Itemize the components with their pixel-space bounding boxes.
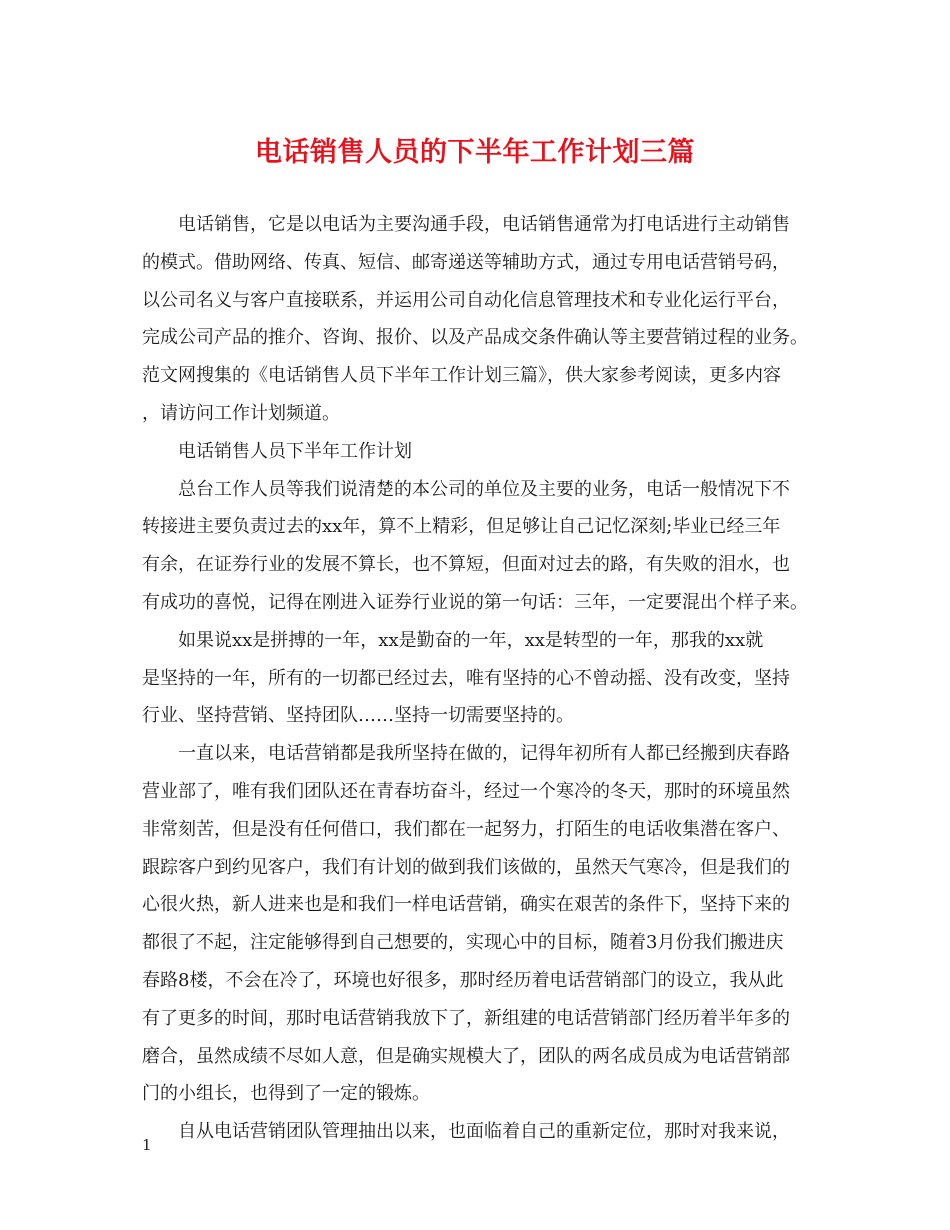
document-title: 电话销售人员的下半年工作计划三篇	[255, 137, 695, 168]
text-line: ，请访问工作计划频道。	[142, 402, 340, 424]
text-line: 心很火热，新人进来也是和我们一样电话营销，确实在艰苦的条件下，坚持下来的	[142, 894, 790, 916]
paragraph-body	[142, 622, 827, 735]
text-line: 如果说xx是拼搏的一年，xx是勤奋的一年，xx是转型的一年，那我的xx就	[178, 629, 764, 651]
text-line: 转接进主要负责过去的xx年，算不上精彩，但足够让自己记忆深刻;毕业已经三年	[142, 516, 781, 538]
text-line: 总台工作人员等我们说清楚的本公司的单位及主要的业务，电话一般情况下不	[178, 478, 790, 500]
text-line: 磨合，虽然成绩不尽如人意，但是确实规模大了，团队的两名成员成为电话营销部	[142, 1045, 790, 1067]
paragraph-intro	[142, 206, 827, 433]
text-line: 电话销售，它是以电话为主要沟通手段，电话销售通常为打电话进行主动销售	[178, 214, 790, 235]
text-line: 一直以来，电话营销都是我所坚持在做的，记得年初所有人都已经搬到庆春路	[178, 743, 790, 765]
paragraph-body	[142, 1113, 827, 1151]
paragraph-subheading	[142, 433, 827, 471]
text-line: 完成公司产品的推介、咨询、报价、以及产品成交条件确认等主要营销过程的业务。	[142, 327, 808, 349]
text-line: 有了更多的时间，那时电话营销我放下了，新组建的电话营销部门经历着半年多的	[142, 1007, 790, 1029]
document-body	[142, 206, 827, 1151]
paragraph-body	[142, 735, 827, 1113]
text-line: 范文网搜集的《电话销售人员下半年工作计划三篇》，供大家参考阅读，更多内容	[142, 365, 781, 387]
text-line: 有余，在证券行业的发展不算长，也不算短，但面对过去的路，有失败的泪水，也	[142, 554, 790, 576]
paragraph-body	[142, 471, 827, 622]
text-line: 非常刻苦，但是没有任何借口，我们都在一起努力，打陌生的电话收集潜在客户、	[142, 818, 790, 840]
text-line: 有成功的喜悦，记得在刚进入证券行业说的第一句话：三年，一定要混出个样子来。	[142, 591, 808, 613]
text-line: 门的小组长，也得到了一定的锻炼。	[142, 1083, 430, 1105]
section-heading: 电话销售人员下半年工作计划	[178, 440, 412, 462]
text-line: 是坚持的一年，所有的一切都已经过去，唯有坚持的心不曾动摇、没有改变，坚持	[142, 667, 790, 689]
text-line: 营业部了，唯有我们团队还在青春坊奋斗，经过一个寒冷的冬天，那时的环境虽然	[142, 780, 790, 802]
text-line: 自从电话营销团队管理抽出以来，也面临着自己的重新定位，那时对我来说，	[178, 1121, 790, 1143]
text-line: 行业、坚持营销、坚持团队……坚持一切需要坚持的。	[142, 705, 574, 727]
text-line: 以公司名义与客户直接联系，并运用公司自动化信息管理技术和专业化运行平台，	[142, 289, 790, 311]
text-line: 跟踪客户到约见客户，我们有计划的做到我们该做的，虽然天气寒冷，但是我们的	[142, 856, 790, 878]
text-line: 春路8楼，不会在冷了，环境也好很多，那时经历着电话营销部门的设立，我从此	[142, 969, 784, 991]
text-line: 的模式。借助网络、传真、短信、邮寄递送等辅助方式，通过专用电话营销号码，	[142, 251, 790, 273]
page-number: 1	[142, 1136, 152, 1154]
text-line: 都很了不起，注定能够得到自己想要的，实现心中的目标，随着3月份我们搬进庆	[142, 932, 784, 954]
